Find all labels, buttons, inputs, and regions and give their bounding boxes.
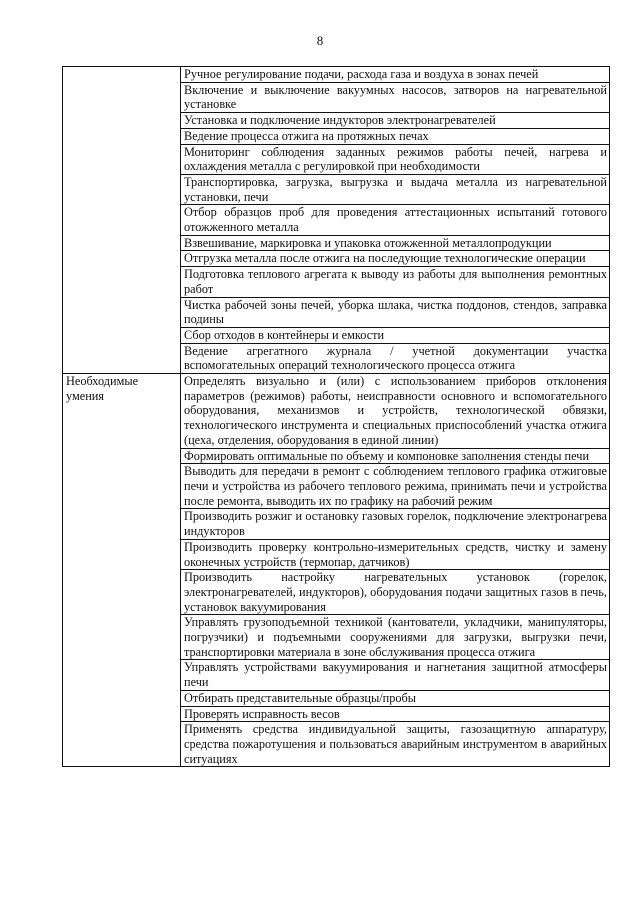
table-cell: Применять средства индивидуальной защиты, газозащитную аппаратуру, средства пожаротушения и пользоваться аварийным инструментом в аварийных ситуациях	[181, 722, 610, 767]
table-cell: Управлять грузоподъемной техникой (кантователи, укладчики, манипуляторы, погрузчики) и подъемными сооружениями для загрузки, выгрузки печи, транспортировки материала в зоне обслуживания процесса отжига	[181, 615, 610, 660]
table-cell: Ведение процесса отжига на протяжных печах	[181, 128, 610, 144]
table-cell: Отбор образцов проб для проведения аттестационных испытаний готового отожженного металла	[181, 205, 610, 235]
page-number: 8	[316, 33, 324, 48]
table-cell: Взвешивание, маркировка и упаковка отожженной металлопродукции	[181, 235, 610, 251]
table-cell: Мониторинг соблюдения заданных режимов работы печей, нагрева и охлаждения металла с регулировкой при необходимости	[181, 144, 610, 174]
table-cell: Производить розжиг и остановку газовых горелок, подключение электронагрева индукторов	[181, 509, 610, 539]
table-cell: Чистка рабочей зоны печей, уборка шлака, чистка поддонов, стендов, заправка подины	[181, 297, 610, 327]
table-cell: Включение и выключение вакуумных насосов, затворов на нагревательной установке	[181, 82, 610, 112]
table-cell: Отгрузка металла после отжига на последующие технологические операции	[181, 251, 610, 267]
table-cell: Управлять устройствами вакуумирования и нагнетания защитной атмосферы печи	[181, 660, 610, 690]
table-cell: Проверять исправность весов	[181, 706, 610, 722]
table-cell: Ручное регулирование подачи, расхода газа и воздуха в зонах печей	[181, 67, 610, 83]
table-row	[63, 374, 610, 449]
table-cell: Транспортировка, загрузка, выгрузка и выдача металла из нагревательной установки, печи	[181, 174, 610, 204]
table-cell: Сбор отходов в контейнеры и емкости	[181, 327, 610, 343]
table-cell: Подготовка теплового агрегата к выводу из работы для выполнения ремонтных работ	[181, 267, 610, 297]
table-cell: Установка и подключение индукторов электронагревателей	[181, 113, 610, 129]
table-cell: Определять визуально и (или) с использованием приборов отклонения параметров (режимов) работы, неисправности основного и вспомогательного оборудования, механизмов и устройств, технологической обвязки, технологического инструмента и специальных приспособлений участка отжига (цеха, отделения, оборудования в единой линии)	[181, 374, 610, 449]
table-cell: Производить проверку контрольно-измерительных средств, чистку и замену оконечных устройств (термопар, датчиков)	[181, 539, 610, 569]
skills-label: Необходимые умения	[63, 374, 181, 767]
requirements-table	[62, 66, 610, 767]
table-row	[63, 67, 610, 83]
table-cell: Формировать оптимальные по объему и компоновке заполнения стенды печи	[181, 448, 610, 464]
table-cell: Выводить для передачи в ремонт с соблюдением теплового графика отжиговые печи и устройства из рабочего теплового режима, принимать печи и устройства после ремонта, выводить их по графику на рабочий режим	[181, 464, 610, 509]
table-cell: Производить настройку нагревательных установок (горелок, электронагревателей, индукторов), оборудования подачи защитных газов в печь, установок вакуумирования	[181, 570, 610, 615]
continuation-label-cell	[63, 67, 181, 374]
table-cell: Отбирать представительные образцы/пробы	[181, 690, 610, 706]
table-cell: Ведение агрегатного журнала / учетной документации участка вспомогательных операций технологического процесса отжига	[181, 343, 610, 373]
